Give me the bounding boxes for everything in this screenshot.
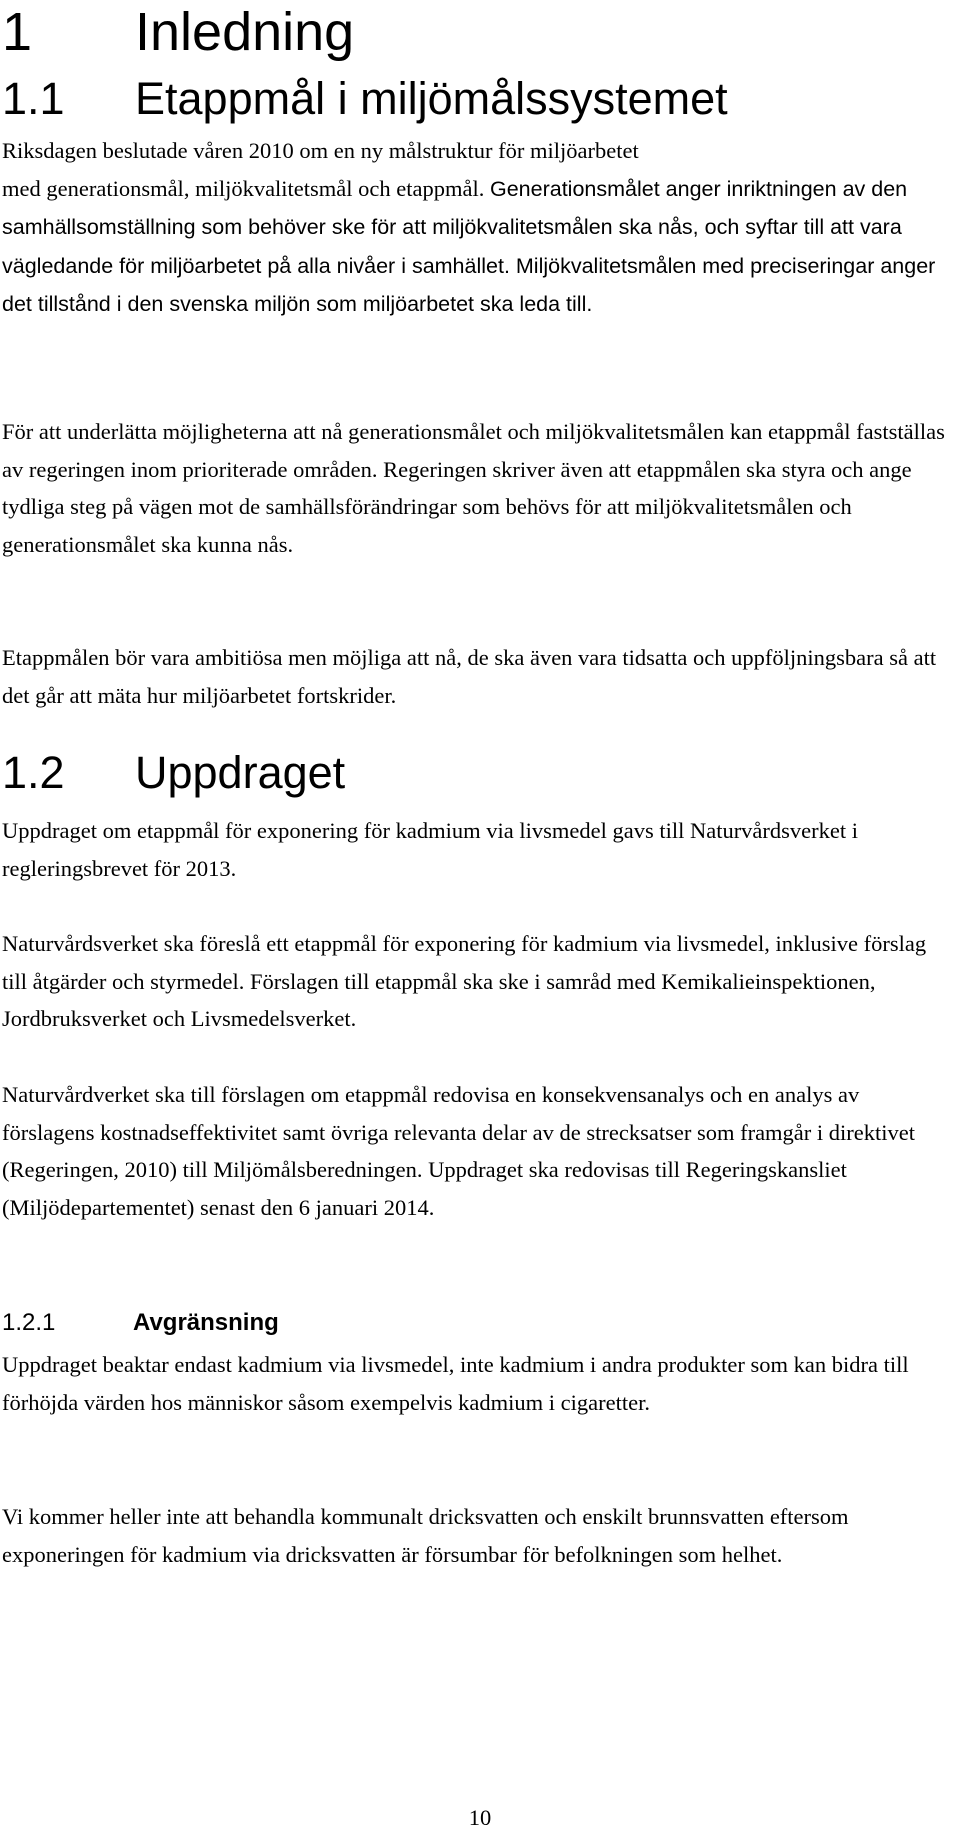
- section-1-2-1-paragraph-1: Uppdraget beaktar endast kadmium via livsmedel, inte kadmium i andra produkter som kan bidra till förhöjda värden hos människor såsom exempelvis kadmium i cigaretter.: [2, 1352, 909, 1415]
- section-1-2-1-title: Avgränsning: [133, 1309, 279, 1336]
- section-1-1-heading: [2, 72, 728, 126]
- chapter-heading: [2, 0, 354, 64]
- section-1-2-1-number: 1.2.1: [2, 1309, 56, 1336]
- section-1-2-1-heading: [2, 1308, 279, 1338]
- section-1-2-heading: [2, 746, 345, 800]
- section-1-2-number: 1.2: [2, 747, 65, 798]
- section-1-2-paragraph-2: Naturvårdsverket ska föreslå ett etappmål för exponering för kadmium via livsmedel, inklusive förslag till åtgärder och styrmedel. Förslagen till etappmål ska ske i samråd med Kemikalieinspektionen, Jordbruksverket och Livsmedelsverket.: [2, 931, 927, 1031]
- chapter-number: 1: [2, 2, 33, 62]
- section-1-1-paragraph-1: [2, 132, 952, 324]
- section-1-2-paragraph-3: Naturvårdverket ska till förslagen om etappmål redovisa en konsekvensanalys och en analys av förslagens kostnadseffektivitet samt övriga relevanta delar av de strecksatser som framgår i direktivet (Regeringen, 2010) till Miljömålsberedningen. Uppdraget ska redovisas till Regeringskansliet (Miljödepartementet) senast den 6 januari 2014.: [2, 1082, 916, 1220]
- section-1-1-paragraph-3: Etappmålen bör vara ambitiösa men möjliga att nå, de ska även vara tidsatta och uppföljningsbara så att det går att mäta hur miljöarbetet fortskrider.: [2, 645, 937, 708]
- section-1-2-1-paragraph-2: Vi kommer heller inte att behandla kommunalt dricksvatten och enskilt brunnsvatten eftersom exponeringen för kadmium via dricksvatten är försumbar för befolkningen som helhet.: [2, 1504, 849, 1567]
- page-number: 10: [468, 1805, 492, 1830]
- section-1-1-paragraph-2: För att underlätta möjligheterna att nå generationsmålet och miljökvalitetsmålen kan etappmål fastställas av regeringen inom prioriterade områden. Regeringen skriver även att etappmålen ska styra och ange tydliga steg på vägen mot de samhällsförändringar som behövs för att miljökvalitetsmålen och generationsmålet ska kunna nås.: [2, 419, 945, 557]
- section-1-1-number: 1.1: [2, 73, 65, 124]
- paragraph-1-serif-text: Riksdagen beslutade våren 2010 om en ny målstruktur för miljöarbetet med generationsmål, miljökvalitetsmål och etappmål.: [2, 138, 639, 201]
- section-1-2-title: Uppdraget: [135, 747, 346, 798]
- chapter-title: Inledning: [135, 2, 355, 62]
- paragraph-1-sans-text: Generationsmålet anger inriktningen av den samhällsomställning som behöver ske för att miljökvalitetsmålen ska nås, och syftar till att vara vägledande för miljöarbetet på alla nivåer i samhället. Miljökvalitetsmålen med preciseringar anger det tillstånd i den svenska miljön som miljöarbetet ska leda till.: [2, 176, 936, 316]
- section-1-2-paragraph-1: Uppdraget om etappmål för exponering för kadmium via livsmedel gavs till Naturvårdsverket i regleringsbrevet för 2013.: [2, 818, 859, 881]
- section-1-1-title: Etappmål i miljömålssystemet: [135, 73, 728, 124]
